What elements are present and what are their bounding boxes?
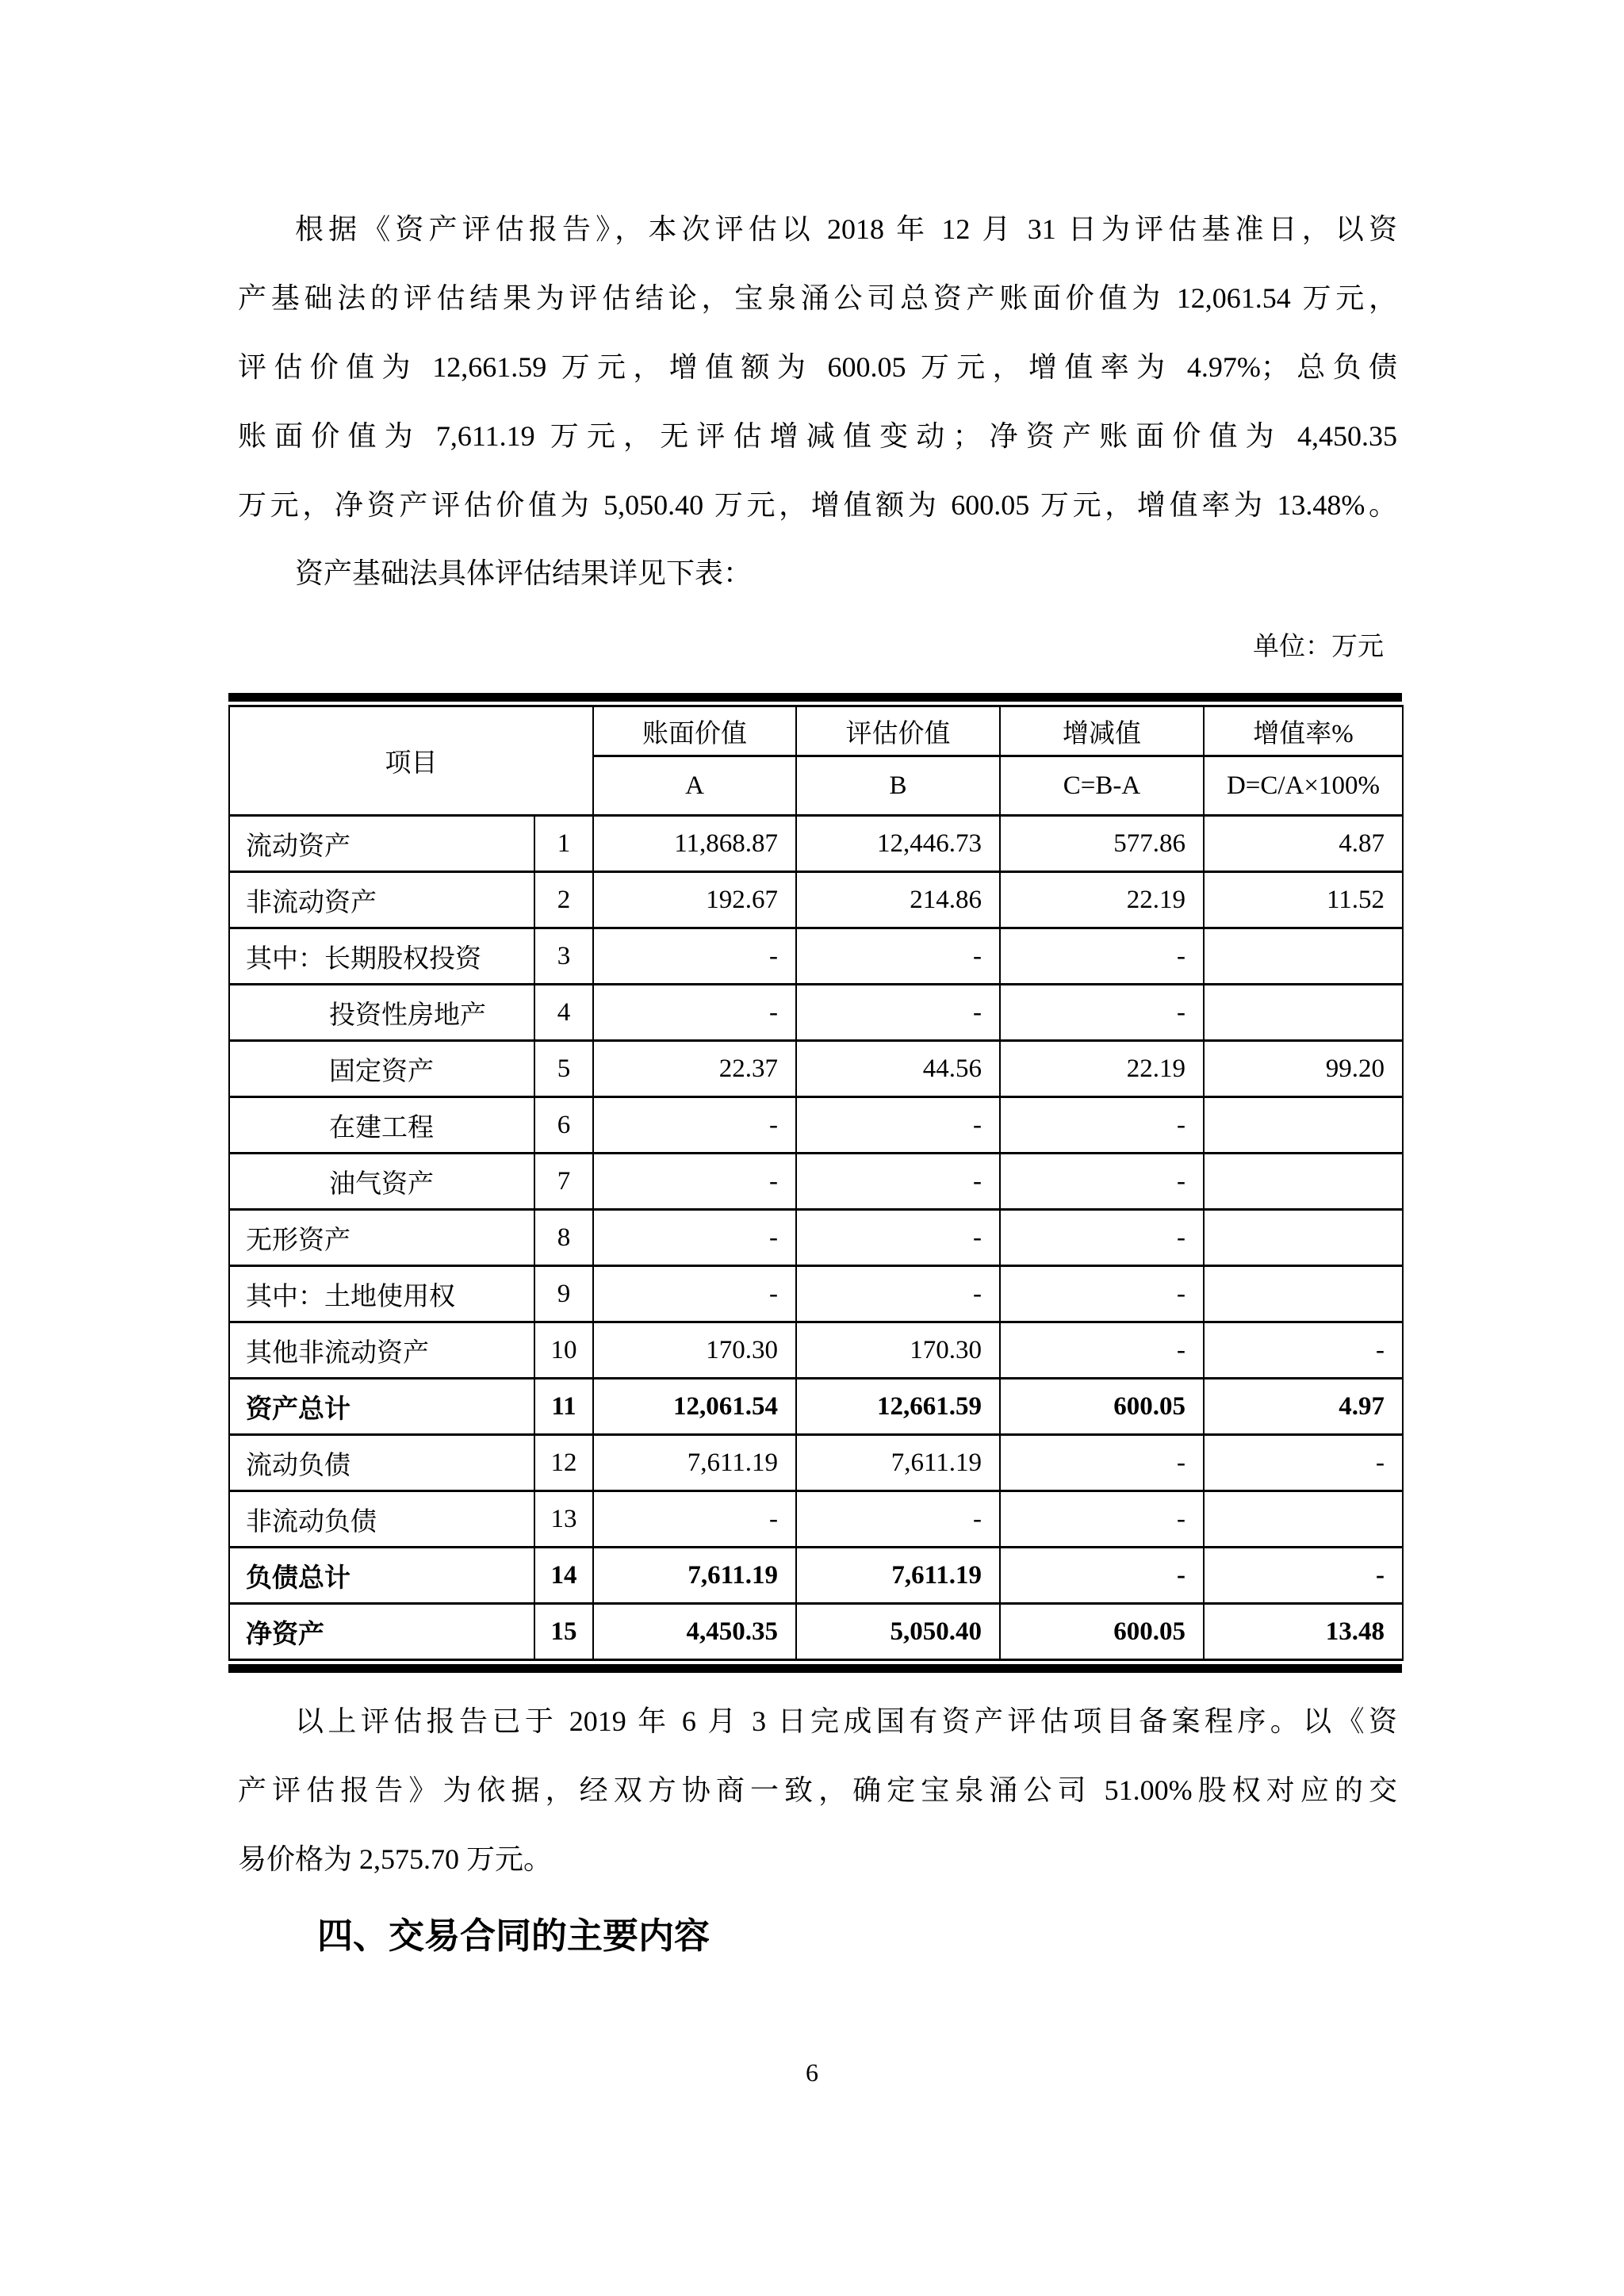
cell-change-value: - [1000, 1210, 1204, 1266]
cell-item-label: 非流动资产 [229, 872, 534, 928]
cell-change-value: - [1000, 1154, 1204, 1210]
header-assessed-value: 评估价值 [796, 706, 1000, 756]
paragraph-valuation-summary [238, 195, 1397, 540]
page-number: 6 [806, 2058, 818, 2087]
valuation-table-block [228, 693, 1402, 1673]
table-row [229, 1604, 1403, 1660]
cell-rate-value [1204, 928, 1403, 985]
table-row [229, 1041, 1403, 1097]
cell-row-number: 15 [534, 1604, 593, 1660]
cell-book-value: 4,450.35 [593, 1604, 796, 1660]
cell-row-number: 2 [534, 872, 593, 928]
table-row [229, 872, 1403, 928]
cell-change-value: 577.86 [1000, 816, 1204, 872]
cell-rate-value [1204, 985, 1403, 1041]
cell-assessed-value: 214.86 [796, 872, 1000, 928]
cell-book-value: 11,868.87 [593, 816, 796, 872]
cell-item-label: 流动负债 [229, 1435, 534, 1491]
subheader-d: D=C/A×100% [1204, 756, 1403, 816]
cell-book-value: - [593, 1210, 796, 1266]
cell-row-number: 11 [534, 1379, 593, 1435]
cell-item-label: 固定资产 [229, 1041, 534, 1097]
cell-assessed-value: 170.30 [796, 1322, 1000, 1379]
cell-book-value: - [593, 1154, 796, 1210]
cell-book-value: 12,061.54 [593, 1379, 796, 1435]
cell-assessed-value: 5,050.40 [796, 1604, 1000, 1660]
section-heading: 四、交易合同的主要内容 [317, 1915, 710, 1956]
cell-assessed-value: - [796, 1154, 1000, 1210]
cell-rate-value [1204, 1097, 1403, 1154]
cell-row-number: 7 [534, 1154, 593, 1210]
cell-book-value: 170.30 [593, 1322, 796, 1379]
cell-rate-value: 13.48 [1204, 1604, 1403, 1660]
cell-assessed-value: 12,446.73 [796, 816, 1000, 872]
paragraph-line: 产评估报告》为依据，经双方协商一致，确定宝泉涌公司 51.00%股权对应的交 [238, 1774, 1397, 1806]
cell-assessed-value: - [796, 1266, 1000, 1322]
cell-book-value: 7,611.19 [593, 1548, 796, 1604]
table-intro-text: 资产基础法具体评估结果详见下表： [295, 557, 753, 589]
cell-change-value: - [1000, 1322, 1204, 1379]
paragraph-line: 万元，净资产评估价值为 5,050.40 万元，增值额为 600.05 万元，增值率为 13.48%。 [238, 489, 1397, 521]
cell-item-label: 其中：土地使用权 [229, 1266, 534, 1322]
header-rate: 增值率% [1204, 706, 1403, 756]
table-row [229, 985, 1403, 1041]
cell-rate-value [1204, 1154, 1403, 1210]
cell-item-label: 资产总计 [229, 1379, 534, 1435]
cell-change-value: 22.19 [1000, 872, 1204, 928]
header-book-value: 账面价值 [593, 706, 796, 756]
cell-assessed-value: 12,661.59 [796, 1379, 1000, 1435]
valuation-table [228, 705, 1404, 1661]
cell-rate-value: 11.52 [1204, 872, 1403, 928]
table-bottom-rule [228, 1664, 1402, 1673]
cell-change-value: - [1000, 928, 1204, 985]
table-row [229, 928, 1403, 985]
table-top-rule [228, 693, 1402, 702]
cell-item-label: 投资性房地产 [229, 985, 534, 1041]
cell-book-value: - [593, 1266, 796, 1322]
cell-row-number: 9 [534, 1266, 593, 1322]
cell-item-label: 净资产 [229, 1604, 534, 1660]
paragraph-line: 以上评估报告已于 2019 年 6 月 3 日完成国有资产评估项目备案程序。以《资 [295, 1705, 1397, 1737]
table-row [229, 1491, 1403, 1548]
cell-item-label: 油气资产 [229, 1154, 534, 1210]
cell-book-value: - [593, 1491, 796, 1548]
cell-change-value: - [1000, 1097, 1204, 1154]
cell-rate-value [1204, 1491, 1403, 1548]
cell-change-value: 22.19 [1000, 1041, 1204, 1097]
table-row [229, 1154, 1403, 1210]
cell-book-value: - [593, 985, 796, 1041]
table-row [229, 816, 1403, 872]
cell-row-number: 13 [534, 1491, 593, 1548]
cell-item-label: 无形资产 [229, 1210, 534, 1266]
table-row [229, 1210, 1403, 1266]
cell-change-value: - [1000, 1266, 1204, 1322]
paragraph-line: 账面价值为 7,611.19 万元，无评估增减值变动；净资产账面价值为 4,450.35 [238, 420, 1397, 452]
cell-rate-value: 99.20 [1204, 1041, 1403, 1097]
cell-book-value: - [593, 928, 796, 985]
cell-item-label: 流动资产 [229, 816, 534, 872]
cell-change-value: - [1000, 1548, 1204, 1604]
cell-assessed-value: 44.56 [796, 1041, 1000, 1097]
cell-assessed-value: - [796, 985, 1000, 1041]
cell-change-value: 600.05 [1000, 1379, 1204, 1435]
paragraph-line: 评估价值为 12,661.59 万元，增值额为 600.05 万元，增值率为 4.97%；总负债 [238, 351, 1397, 383]
cell-rate-value: - [1204, 1322, 1403, 1379]
cell-rate-value: - [1204, 1548, 1403, 1604]
cell-row-number: 8 [534, 1210, 593, 1266]
table-row [229, 1379, 1403, 1435]
cell-assessed-value: - [796, 1097, 1000, 1154]
cell-row-number: 12 [534, 1435, 593, 1491]
unit-note: 单位：万元 [1253, 633, 1384, 661]
cell-item-label: 其中：长期股权投资 [229, 928, 534, 985]
cell-rate-value: 4.87 [1204, 816, 1403, 872]
cell-row-number: 6 [534, 1097, 593, 1154]
cell-change-value: - [1000, 1491, 1204, 1548]
cell-book-value: 7,611.19 [593, 1435, 796, 1491]
subheader-c: C=B-A [1000, 756, 1204, 816]
cell-row-number: 1 [534, 816, 593, 872]
cell-row-number: 14 [534, 1548, 593, 1604]
cell-change-value: - [1000, 1435, 1204, 1491]
table-row [229, 1435, 1403, 1491]
subheader-b: B [796, 756, 1000, 816]
cell-item-label: 其他非流动资产 [229, 1322, 534, 1379]
paragraph-filing-and-price [238, 1687, 1397, 1894]
cell-item-label: 在建工程 [229, 1097, 534, 1154]
cell-item-label: 负债总计 [229, 1548, 534, 1604]
cell-assessed-value: - [796, 1491, 1000, 1548]
table-row [229, 1322, 1403, 1379]
paragraph-line: 易价格为 2,575.70 万元。 [238, 1843, 553, 1875]
cell-rate-value: 4.97 [1204, 1379, 1403, 1435]
cell-row-number: 5 [534, 1041, 593, 1097]
subheader-a: A [593, 756, 796, 816]
cell-book-value: 192.67 [593, 872, 796, 928]
header-item: 项目 [229, 706, 593, 816]
cell-rate-value [1204, 1210, 1403, 1266]
cell-change-value: - [1000, 985, 1204, 1041]
paragraph-line: 根据《资产评估报告》，本次评估以 2018 年 12 月 31 日为评估基准日，以资 [295, 213, 1397, 245]
cell-assessed-value: - [796, 1210, 1000, 1266]
header-change-value: 增减值 [1000, 706, 1204, 756]
cell-row-number: 3 [534, 928, 593, 985]
cell-row-number: 10 [534, 1322, 593, 1379]
cell-item-label: 非流动负债 [229, 1491, 534, 1548]
cell-rate-value [1204, 1266, 1403, 1322]
cell-rate-value: - [1204, 1435, 1403, 1491]
table-row [229, 1266, 1403, 1322]
cell-row-number: 4 [534, 985, 593, 1041]
cell-book-value: - [593, 1097, 796, 1154]
cell-assessed-value: 7,611.19 [796, 1435, 1000, 1491]
table-row [229, 1097, 1403, 1154]
cell-book-value: 22.37 [593, 1041, 796, 1097]
cell-assessed-value: - [796, 928, 1000, 985]
table-row [229, 1548, 1403, 1604]
table-header-row-1 [229, 706, 1403, 756]
cell-change-value: 600.05 [1000, 1604, 1204, 1660]
cell-assessed-value: 7,611.19 [796, 1548, 1000, 1604]
paragraph-line: 产基础法的评估结果为评估结论，宝泉涌公司总资产账面价值为 12,061.54 万元， [238, 282, 1397, 314]
